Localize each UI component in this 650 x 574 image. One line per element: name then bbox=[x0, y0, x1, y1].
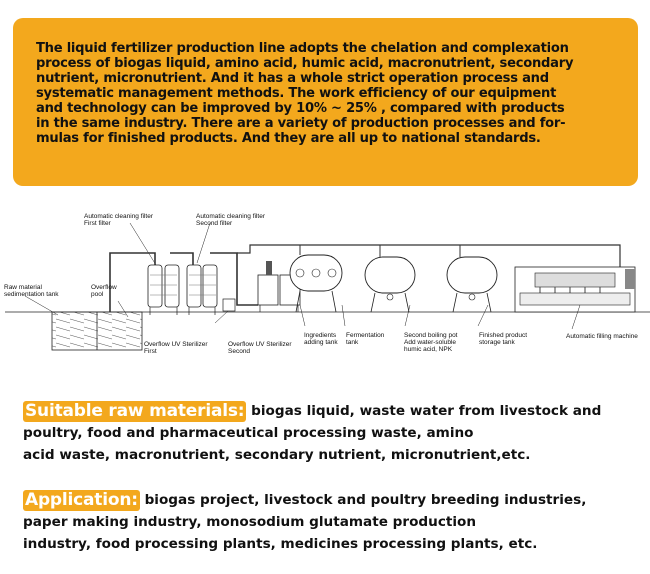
raw-materials-line: poultry, food and pharmaceutical processing waste, amino bbox=[23, 425, 474, 441]
label-raw-a: Raw material bbox=[4, 284, 42, 291]
production-line-diagram bbox=[0, 205, 650, 365]
label-uv1-a: Overflow UV Sterilizer bbox=[144, 341, 208, 348]
label-filter-1b: First filter bbox=[84, 220, 111, 227]
uv-sterilizer-first bbox=[223, 299, 235, 311]
application-section bbox=[23, 489, 643, 555]
application-line: biogas project, livestock and poultry breeding industries, bbox=[139, 492, 587, 508]
label-ingredients-b: adding tank bbox=[304, 339, 338, 346]
intro-box bbox=[13, 18, 638, 186]
label-fermentation-a: Fermentation bbox=[346, 332, 385, 339]
filling-machine bbox=[515, 267, 635, 312]
application-line: industry, food processing plants, medicines processing plants, etc. bbox=[23, 536, 538, 552]
label-uv2-a: Overflow UV Sterilizer bbox=[228, 341, 292, 348]
intro-line: The liquid fertilizer production line adopts the chelation and complexation bbox=[36, 41, 569, 56]
fermentation-tank bbox=[290, 255, 342, 312]
label-boil-a: Second boiling pot bbox=[404, 332, 458, 339]
label-overflow-a: Overflow bbox=[91, 284, 117, 291]
raw-materials-heading: Suitable raw materials: bbox=[25, 401, 245, 421]
label-finished-a: Finished product bbox=[479, 332, 528, 339]
label-filter-1a: Automatic cleaning filter bbox=[84, 213, 154, 220]
filter-tower-first bbox=[148, 265, 179, 315]
label-uv2-b: Second bbox=[228, 348, 251, 355]
filter-tower-second bbox=[187, 265, 217, 315]
label-raw-b: sedimentation tank bbox=[4, 291, 59, 298]
label-overflow-b: pool bbox=[91, 291, 104, 298]
label-ingredients-a: Ingredients bbox=[304, 332, 337, 339]
intro-paragraph bbox=[36, 41, 624, 146]
intro-line: nutrient, micronutrient. And it has a whole strict operation process and bbox=[36, 71, 549, 86]
intro-line: process of biogas liquid, amino acid, humic acid, macronutrient, secondary bbox=[36, 56, 574, 71]
label-boil-c: humic acid, NPK bbox=[404, 346, 453, 353]
label-filter-2b: Second filter bbox=[196, 220, 233, 227]
boiling-pot bbox=[365, 257, 415, 312]
sedimentation-tank bbox=[52, 301, 142, 350]
label-boil-b: Add water-soluble bbox=[404, 339, 457, 346]
intro-line: and technology can be improved by 10% ~ 25% , compared with products bbox=[36, 101, 565, 116]
raw-materials-section bbox=[23, 400, 643, 466]
intro-line: systematic management methods. The work efficiency of our equipment bbox=[36, 86, 557, 101]
intro-line: in the same industry. There are a variety of production processes and for- bbox=[36, 116, 566, 131]
label-uv1-b: First bbox=[144, 348, 157, 355]
raw-materials-line: biogas liquid, waste water from livestock and bbox=[246, 403, 602, 419]
application-line: paper making industry, monosodium glutamate production bbox=[23, 514, 477, 530]
label-fermentation-b: tank bbox=[346, 339, 359, 346]
label-finished-b: storage tank bbox=[479, 339, 515, 346]
label-filling: Automatic filling machine bbox=[566, 333, 638, 340]
raw-materials-line: acid waste, macronutrient, secondary nutrient, micronutrient,etc. bbox=[23, 447, 531, 463]
label-filter-2a: Automatic cleaning filter bbox=[196, 213, 266, 220]
application-heading: Application: bbox=[25, 490, 138, 510]
intro-line: mulas for finished products. And they are all up to national standards. bbox=[36, 131, 541, 146]
storage-tank bbox=[447, 257, 497, 312]
